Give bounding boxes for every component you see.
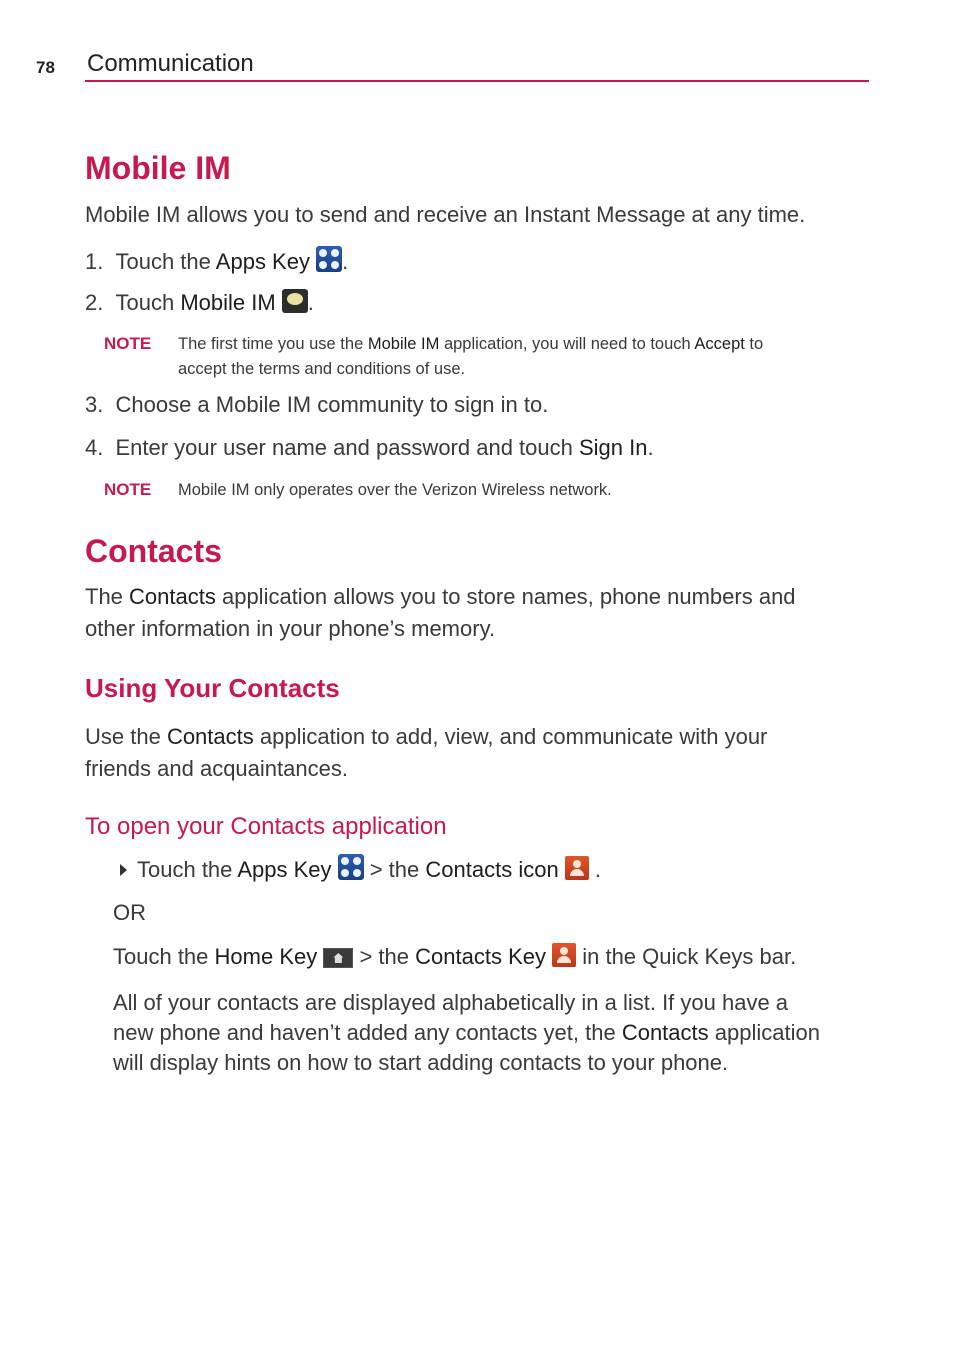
home-key-label: Home Key xyxy=(214,944,318,969)
mobile-im-label: Mobile IM xyxy=(180,290,276,315)
step-text-end: in the Quick Keys bar. xyxy=(576,944,797,969)
sign-in-label: Sign In xyxy=(578,435,648,460)
note-label-2: NOTE xyxy=(104,480,152,499)
step-text-end: . xyxy=(342,249,349,274)
step-text: Touch the xyxy=(137,857,238,882)
contacts-app-name: Contacts xyxy=(166,724,254,749)
mobile-im-icon xyxy=(282,289,308,313)
step-text: Enter your user name and password and touch xyxy=(115,435,579,460)
page-number: 78 xyxy=(36,58,55,77)
open-contacts-heading: To open your Contacts application xyxy=(85,813,447,840)
step-text: > the xyxy=(353,944,416,969)
step-number: 2. xyxy=(85,290,104,315)
step-text: Touch the xyxy=(113,944,215,969)
para-line-2: new phone and haven’t added any contacts yet, the xyxy=(113,1020,622,1045)
para-line-3: will display hints on how to start adding contacts to your phone. xyxy=(113,1050,729,1075)
mobile-im-step-2 xyxy=(85,289,314,317)
step-text: Touch xyxy=(115,290,181,315)
apps-key-label: Apps Key xyxy=(237,857,332,882)
step-text-end: . xyxy=(307,290,314,315)
note-text-1 xyxy=(178,332,858,382)
header-rule xyxy=(85,80,869,82)
para-text: Use the xyxy=(85,724,167,749)
note-text: to xyxy=(744,335,764,353)
step-text-end: . xyxy=(647,435,654,460)
note-label-1: NOTE xyxy=(104,334,152,353)
mobile-im-step-4 xyxy=(85,434,654,462)
step-number: 1. xyxy=(85,249,104,274)
contacts-heading: Contacts xyxy=(85,533,222,569)
mobile-im-heading: Mobile IM xyxy=(85,150,231,186)
triangle-bullet-icon xyxy=(120,864,127,876)
para-line-1: All of your contacts are displayed alphabetically in a list. If you have a xyxy=(113,990,789,1015)
using-contacts-heading: Using Your Contacts xyxy=(85,673,340,703)
para-text: application allows you to store names, phone numbers and xyxy=(215,584,796,609)
step-text: > the xyxy=(363,857,426,882)
note-text-line2: accept the terms and conditions of use. xyxy=(178,360,466,378)
contacts-display-paragraph xyxy=(113,988,820,1078)
or-label: OR xyxy=(113,900,146,925)
contacts-key-label: Contacts Key xyxy=(415,944,546,969)
note-text: application, you will need to touch xyxy=(439,335,695,353)
open-contacts-bullet xyxy=(120,854,601,884)
using-contacts-text xyxy=(85,721,767,785)
para-line-2-end: application xyxy=(708,1020,820,1045)
home-key-icon xyxy=(323,948,353,968)
contacts-app-name: Contacts xyxy=(129,584,216,609)
para-text: The xyxy=(85,584,130,609)
step-number: 3. xyxy=(85,392,104,417)
step-text-end: . xyxy=(588,857,602,882)
note-text: The first time you use the xyxy=(178,335,368,353)
para-text-line2: other information in your phone’s memory. xyxy=(85,616,496,641)
open-contacts-alt xyxy=(113,943,796,971)
note-accept: Accept xyxy=(694,335,745,353)
mobile-im-step-3 xyxy=(85,391,548,419)
mobile-im-step-1 xyxy=(85,246,348,276)
section-title: Communication xyxy=(87,50,254,77)
step-text: Choose a Mobile IM community to sign in to. xyxy=(115,392,549,417)
apps-key-icon xyxy=(338,854,364,880)
contacts-icon-label: Contacts icon xyxy=(425,857,559,882)
contacts-key-icon xyxy=(552,943,576,967)
para-text: application to add, view, and communicate with your xyxy=(253,724,768,749)
apps-key-label: Apps Key xyxy=(215,249,310,274)
step-text: Touch the xyxy=(115,249,216,274)
note-text-2: Mobile IM only operates over the Verizon Wireless network. xyxy=(178,481,612,499)
contacts-icon xyxy=(565,856,589,880)
apps-key-icon xyxy=(316,246,342,272)
mobile-im-intro: Mobile IM allows you to send and receive an Instant Message at any time. xyxy=(85,202,806,227)
para-text-line2: friends and acquaintances. xyxy=(85,756,348,781)
step-number: 4. xyxy=(85,435,104,460)
note-app-name: Mobile IM xyxy=(367,335,440,353)
contacts-app-name: Contacts xyxy=(621,1020,709,1045)
contacts-intro xyxy=(85,581,796,645)
